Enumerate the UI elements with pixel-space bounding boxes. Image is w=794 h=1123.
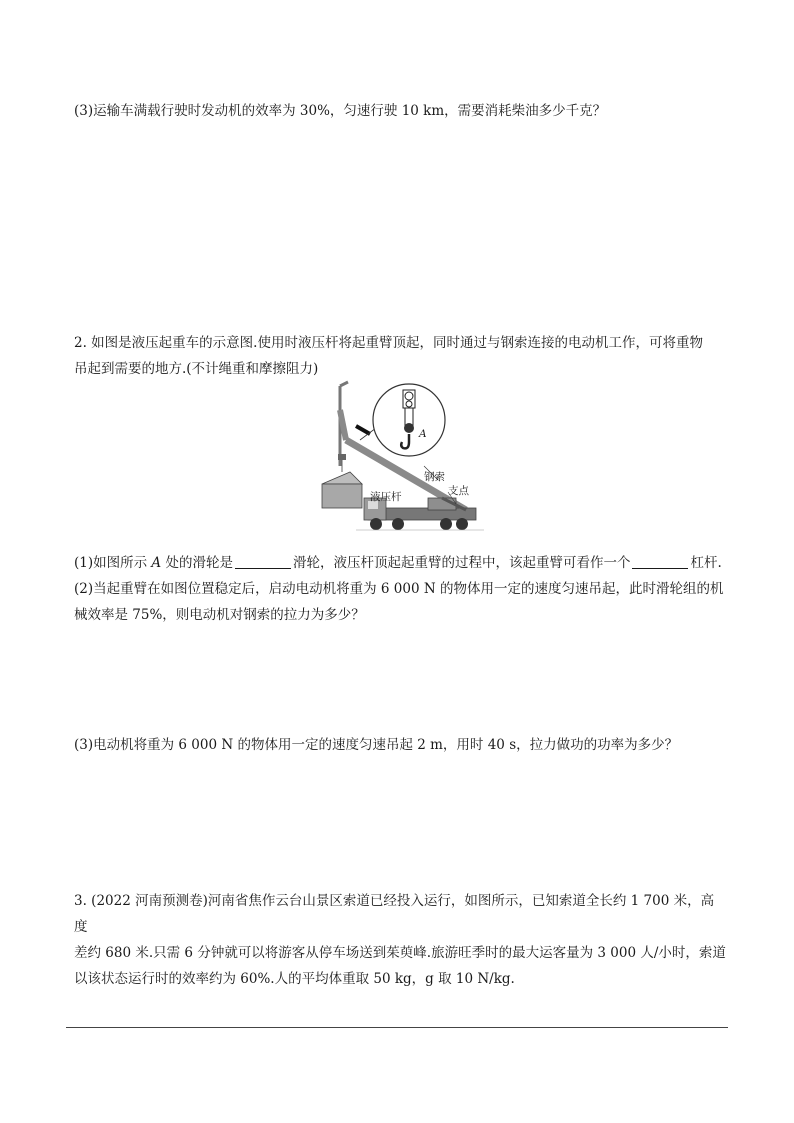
answer-blank-pulley-type[interactable]: [235, 554, 291, 569]
pulley-callout: [360, 384, 445, 456]
q3-line1: 3. (2022 河南预测卷)河南省焦作云台山景区索道已经投入运行，如图所示，已知索道全长约 1 700 米，高度: [74, 893, 715, 935]
q3-line3: 以该状态运行时的效率约为 60%.人的平均体重取 50 kg，g 取 10 N/kg.: [74, 971, 515, 987]
label-hydraulic-rod: 液压杆: [370, 491, 402, 503]
q2-stem-line2: 吊起到需要的地方.(不计绳重和摩擦阻力): [74, 361, 319, 377]
suspended-load: [322, 472, 362, 508]
q3-stem: [74, 888, 726, 992]
q2-stem: [74, 330, 726, 382]
q2-part1: (1)如图所示 A 处的滑轮是 滑轮，液压杆顶起起重臂的过程中，该起重臂可看作一个 杠杆.: [74, 555, 722, 571]
answer-blank-lever-type[interactable]: [632, 554, 688, 569]
q3-line2: 差约 680 米.只需 6 分钟就可以将游客从停车场送到茱萸峰.旅游旺季时的最大运客量为 3 000 人/小时，索道: [74, 945, 726, 961]
label-pulley-a: A: [419, 428, 427, 440]
crane-figure: [316, 380, 500, 542]
q2-part2-line2: 械效率是 75%，则电动机对钢索的拉力为多少？: [74, 607, 365, 623]
q2-part3-text: (3)电动机将重为 6 000 N 的物体用一定的速度匀速吊起 2 m，用时 40 s，拉力做功的功率为多少？: [74, 737, 679, 753]
q1-part3-text: (3)运输车满载行驶时发动机的效率为 30%，匀速行驶 10 km，需要消耗柴油多少千克？: [74, 103, 607, 119]
page-bottom-rule: [66, 1027, 728, 1028]
q2-part2-line1: (2)当起重臂在如图位置稳定后，启动电动机将重为 6 000 N 的物体用一定的速度匀速吊起，此时滑轮组的机: [74, 581, 724, 597]
label-cable: 钢索: [424, 471, 445, 483]
q2-part2: [74, 576, 726, 628]
q2-stem-line1: 2. 如图是液压起重车的示意图.使用时液压杆将起重臂顶起，同时通过与钢索连接的电动机工作，可将重物: [74, 335, 703, 351]
label-pivot: 支点: [448, 485, 469, 497]
